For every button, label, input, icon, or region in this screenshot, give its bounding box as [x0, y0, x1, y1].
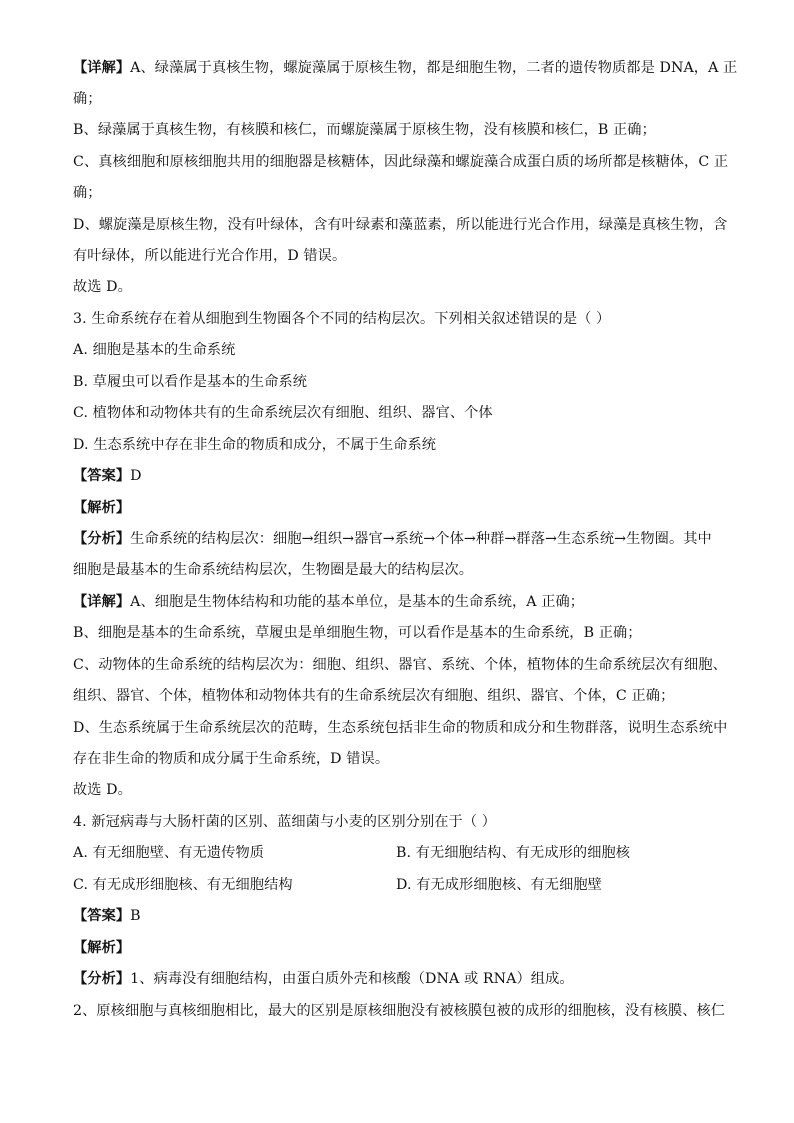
para-line [73, 969, 574, 989]
text: 1、病毒没有细胞结构，由蛋白质外壳和核酸（DNA 或 RNA）组成。 [130, 971, 574, 987]
para-line: 故选 D。 [73, 279, 132, 295]
para-line: 组织、器官、个体，植物体和动物体共有的生命系统层次有细胞、组织、器官、个体，C 正确； [73, 688, 675, 704]
answer-line [73, 466, 142, 486]
option-b: B. 有无细胞结构、有无成形的细胞核 [396, 845, 631, 861]
option-a: A. 细胞是基本的生命系统 [73, 342, 236, 358]
detail-tag: 【详解】 [73, 60, 131, 76]
analysis-tag: 【解析】 [73, 940, 131, 956]
para-line: 细胞是最基本的生命系统结构层次，生物圈是最大的结构层次。 [73, 562, 474, 578]
answer-tag: 【答案】 [73, 908, 131, 924]
answer-line [73, 906, 141, 926]
text: A、绿藻属于真核生物，螺旋藻属于原核生物，都是细胞生物，二者的遗传物质都是 DNA，A 正 [130, 60, 738, 76]
analysis-tag: 【解析】 [73, 500, 131, 516]
question-3-stem: 3. 生命系统存在着从细胞到生物圈各个不同的结构层次。下列相关叙述错误的是（ ） [73, 311, 611, 327]
para-line: B、绿藻属于真核生物，有核膜和核仁，而螺旋藻属于原核生物，没有核膜和核仁，B 正确； [73, 122, 656, 138]
text: 生命系统的结构层次：细胞→组织→器官→系统→个体→种群→群落→生态系统→生物圈。其中 [130, 531, 712, 547]
para-line: 有叶绿体，所以能进行光合作用，D 错误。 [73, 248, 347, 264]
detail-tag: 【详解】 [73, 594, 131, 610]
para-line: 确； [73, 185, 102, 201]
text: A、细胞是生物体结构和功能的基本单位，是基本的生命系统，A 正确； [130, 594, 585, 610]
answer-value: D [130, 468, 142, 484]
para-line: C、动物体的生命系统的结构层次为：细胞、组织、器官、系统、个体，植物体的生命系统层次有细胞、 [73, 657, 727, 673]
option-b: B. 草履虫可以看作是基本的生命系统 [73, 374, 308, 390]
option-d: D. 生态系统中存在非生命的物质和成分，不属于生命系统 [73, 437, 437, 453]
analysis-sub-tag: 【分析】 [73, 971, 131, 987]
para-line: 存在非生命的物质和成分属于生命系统，D 错误。 [73, 751, 390, 767]
para-line [73, 592, 584, 612]
answer-tag: 【答案】 [73, 468, 131, 484]
analysis-sub-tag: 【分析】 [73, 531, 131, 547]
option-c: C. 有无成形细胞核、有无细胞结构 [73, 877, 293, 893]
para-line: D、生态系统属于生命系统层次的范畴，生态系统包括非生命的物质和成分和生物群落，说明生态系统中 [73, 720, 728, 736]
para-line: 确； [73, 91, 102, 107]
option-c: C. 植物体和动物体共有的生命系统层次有细胞、组织、器官、个体 [73, 405, 493, 421]
para-line: 故选 D。 [73, 782, 132, 798]
para-line: 2、原核细胞与真核细胞相比，最大的区别是原核细胞没有被核膜包被的成形的细胞核，没有核膜、核仁 [73, 1003, 726, 1019]
question-4-stem: 4. 新冠病毒与大肠杆菌的区别、蓝细菌与小麦的区别分别在于（ ） [73, 814, 497, 830]
answer-value: B [130, 908, 141, 924]
para-line [73, 529, 712, 549]
para-line: B、细胞是基本的生命系统，草履虫是单细胞生物，可以看作是基本的生命系统，B 正确； [73, 625, 642, 641]
option-d: D. 有无成形细胞核、有无细胞壁 [396, 877, 602, 893]
para-line: C、真核细胞和原核细胞共用的细胞器是核糖体，因此绿藻和螺旋藻合成蛋白质的场所都是核糖体，C 正 [73, 154, 729, 170]
option-a: A. 有无细胞壁、有无遗传物质 [73, 845, 265, 861]
para-line: D、螺旋藻是原核生物，没有叶绿体，含有叶绿素和藻蓝素，所以能进行光合作用，绿藻是真核生物，含 [73, 217, 728, 233]
para-line [73, 58, 737, 78]
